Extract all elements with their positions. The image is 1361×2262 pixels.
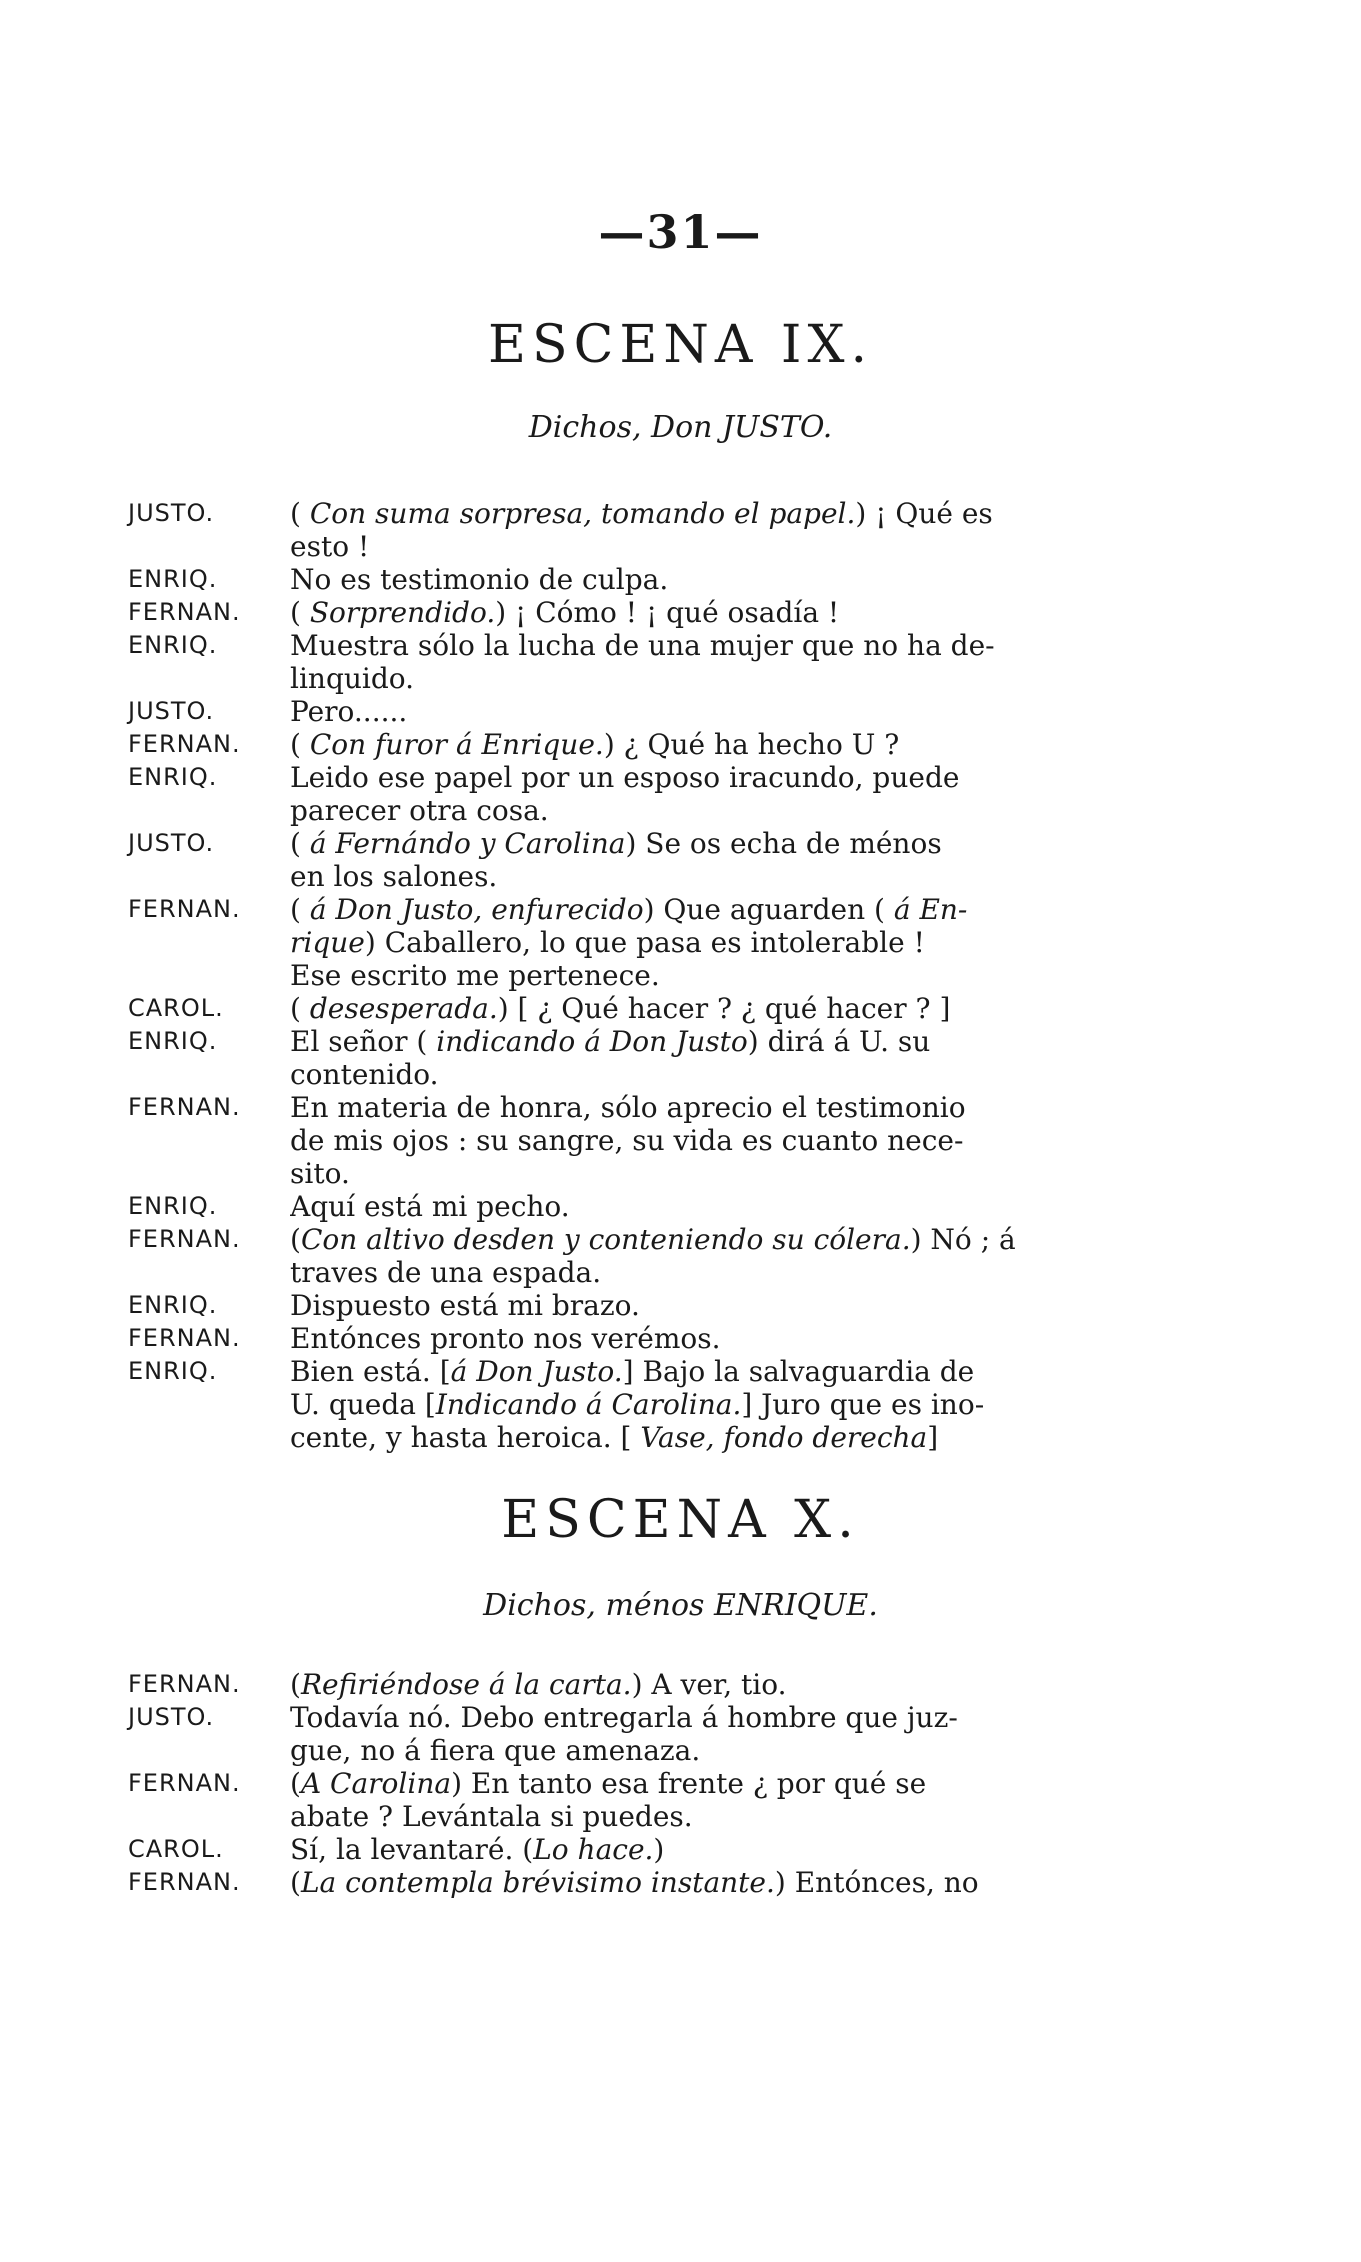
spoken-text: ) En tanto esa frente ¿ por qué se — [451, 1767, 927, 1800]
spoken-text: ( — [290, 596, 310, 629]
speaker-name: CAROL. — [128, 1835, 224, 1863]
dialogue-text — [290, 530, 1238, 563]
scene-9-title: ESCENA IX. — [488, 315, 873, 375]
dialogue-text — [290, 563, 1238, 596]
spoken-text: esto ! — [290, 530, 370, 563]
spoken-text: gue, no á fiera que amenaza. — [290, 1734, 701, 1767]
stage-direction: Indicando á Carolina. — [435, 1388, 742, 1421]
scene-9-dialogue — [128, 497, 1238, 1454]
stage-direction: Lo hace. — [533, 1833, 654, 1866]
spoken-text: ) ¡ Cómo ! ¡ qué osadía ! — [495, 596, 840, 629]
speaker-name — [128, 860, 290, 893]
speaker-name: FERNAN. — [128, 1868, 241, 1896]
speaker-name: FERNAN. — [128, 1769, 241, 1797]
stage-direction: Con furor á Enrique. — [309, 728, 604, 761]
spoken-text: Ese escrito me pertenece. — [290, 959, 660, 992]
spoken-text: cente, y hasta heroica. [ — [290, 1421, 641, 1454]
dialogue-line — [128, 530, 1238, 563]
speaker-name — [128, 1800, 290, 1833]
speaker-name: ENRIQ. — [128, 1291, 218, 1319]
spoken-text: En materia de honra, sólo aprecio el testimonio — [290, 1091, 966, 1124]
scene-10-dialogue — [128, 1668, 1238, 1899]
speaker-name: ENRIQ. — [128, 1357, 218, 1385]
spoken-text: Dispuesto está mi brazo. — [290, 1289, 640, 1322]
spoken-text: Sí, la levantaré. ( — [290, 1833, 534, 1866]
stage-direction: á Fernándo y Carolina — [309, 827, 626, 860]
stage-direction: rique — [290, 926, 365, 959]
speaker-name — [128, 926, 290, 959]
dialogue-line — [128, 959, 1238, 992]
dialogue-text — [290, 1256, 1238, 1289]
spoken-text: contenido. — [290, 1058, 439, 1091]
speaker-name — [128, 1124, 290, 1157]
speaker-name: ENRIQ. — [128, 763, 218, 791]
spoken-text: linquido. — [290, 662, 415, 695]
scene-9-subtitle: Dichos, Don JUSTO. — [528, 410, 833, 445]
speaker-name — [128, 959, 290, 992]
speaker-name — [128, 1734, 290, 1767]
stage-direction: A Carolina — [300, 1767, 452, 1800]
dialogue-text — [290, 1322, 1238, 1355]
dialogue-text — [290, 497, 1238, 530]
dialogue-line — [128, 1256, 1238, 1289]
spoken-text: Aquí está mi pecho. — [290, 1190, 570, 1223]
speaker-name — [128, 662, 290, 695]
spoken-text: ] Juro que es ino- — [741, 1388, 985, 1421]
dialogue-text — [290, 596, 1238, 629]
speaker-name: ENRIQ. — [128, 631, 218, 659]
dialogue-line — [128, 860, 1238, 893]
spoken-text: ] Bajo la salvaguardia de — [622, 1355, 975, 1388]
spoken-text: ) A ver, tio. — [631, 1668, 787, 1701]
spoken-text: ) [ ¿ Qué hacer ? ¿ qué hacer ? ] — [497, 992, 951, 1025]
speaker-name: FERNAN. — [128, 1093, 241, 1121]
dialogue-text — [290, 992, 1238, 1025]
spoken-text: Pero...... — [290, 695, 408, 728]
dialogue-line — [128, 1866, 1238, 1899]
dialogue-text — [290, 1833, 1238, 1866]
spoken-text: traves de una espada. — [290, 1256, 602, 1289]
spoken-text: ( — [290, 1668, 301, 1701]
speaker-name: FERNAN. — [128, 1324, 241, 1352]
spoken-text: U. queda [ — [290, 1388, 436, 1421]
speaker-name: JUSTO. — [128, 499, 215, 527]
dialogue-text — [290, 860, 1238, 893]
dialogue-line — [128, 1701, 1238, 1734]
page-number: —31— — [598, 205, 763, 259]
dialogue-line — [128, 1091, 1238, 1124]
spoken-text: Leido ese papel por un esposo iracundo, puede — [290, 761, 960, 794]
stage-direction: Con suma sorpresa, tomando el papel. — [309, 497, 856, 530]
dialogue-text — [290, 1190, 1238, 1223]
dialogue-line — [128, 926, 1238, 959]
speaker-name — [128, 1256, 290, 1289]
speaker-name — [128, 530, 290, 563]
dialogue-line — [128, 1289, 1238, 1322]
dialogue-text — [290, 1668, 1238, 1701]
dialogue-line — [128, 1421, 1238, 1454]
dialogue-text — [290, 926, 1238, 959]
dialogue-line — [128, 1800, 1238, 1833]
speaker-name: JUSTO. — [128, 829, 215, 857]
dialogue-line — [128, 1355, 1238, 1388]
spoken-text: El señor ( — [290, 1025, 437, 1058]
dialogue-text — [290, 1355, 1238, 1388]
dialogue-text — [290, 629, 1238, 662]
speaker-name: ENRIQ. — [128, 1192, 218, 1220]
stage-direction: á En- — [893, 893, 968, 926]
dialogue-line — [128, 497, 1238, 530]
dialogue-text — [290, 728, 1238, 761]
spoken-text: ( — [290, 497, 310, 530]
dialogue-line — [128, 629, 1238, 662]
speaker-name: CAROL. — [128, 994, 224, 1022]
spoken-text: ( — [290, 1866, 301, 1899]
dialogue-line — [128, 596, 1238, 629]
speaker-name: FERNAN. — [128, 1670, 241, 1698]
spoken-text: ( — [290, 728, 310, 761]
dialogue-text — [290, 1767, 1238, 1800]
dialogue-line — [128, 761, 1238, 794]
speaker-name: FERNAN. — [128, 895, 241, 923]
dialogue-line — [128, 1322, 1238, 1355]
dialogue-line — [128, 1058, 1238, 1091]
dialogue-text — [290, 695, 1238, 728]
dialogue-text — [290, 827, 1238, 860]
stage-direction: á Don Justo, enfurecido — [309, 893, 644, 926]
dialogue-line — [128, 1767, 1238, 1800]
spoken-text: Todavía nó. Debo entregarla á hombre que juz- — [290, 1701, 958, 1734]
spoken-text: ) Entónces, no — [774, 1866, 979, 1899]
spoken-text: ( — [290, 1767, 301, 1800]
spoken-text: ) Nó ; á — [910, 1223, 1016, 1256]
dialogue-text — [290, 761, 1238, 794]
speaker-name — [128, 794, 290, 827]
speaker-name — [128, 1421, 290, 1454]
spoken-text: ) Que aguarden ( — [643, 893, 894, 926]
speaker-name — [128, 1388, 290, 1421]
spoken-text: de mis ojos : su sangre, su vida es cuanto nece- — [290, 1124, 964, 1157]
speaker-name: ENRIQ. — [128, 1027, 218, 1055]
speaker-name — [128, 1058, 290, 1091]
speaker-name — [128, 1157, 290, 1190]
spoken-text: abate ? Levántala si puedes. — [290, 1800, 693, 1833]
dialogue-text — [290, 1866, 1238, 1899]
dialogue-text — [290, 1058, 1238, 1091]
stage-direction: Vase, fondo derecha — [640, 1421, 928, 1454]
speaker-name: JUSTO. — [128, 697, 215, 725]
dialogue-text — [290, 1734, 1238, 1767]
stage-direction: La contempla brévisimo instante. — [300, 1866, 775, 1899]
stage-direction: indicando á Don Justo — [436, 1025, 748, 1058]
dialogue-line — [128, 662, 1238, 695]
spoken-text: ) ¡ Qué es — [855, 497, 993, 530]
spoken-text: ] — [927, 1421, 939, 1454]
dialogue-text — [290, 959, 1238, 992]
dialogue-line — [128, 728, 1238, 761]
dialogue-text — [290, 1800, 1238, 1833]
dialogue-text — [290, 1421, 1238, 1454]
spoken-text: ) Se os echa de ménos — [625, 827, 942, 860]
speaker-name: FERNAN. — [128, 1225, 241, 1253]
spoken-text: sito. — [290, 1157, 350, 1190]
dialogue-line — [128, 1833, 1238, 1866]
spoken-text: No es testimonio de culpa. — [290, 563, 669, 596]
dialogue-text — [290, 1124, 1238, 1157]
dialogue-line — [128, 794, 1238, 827]
speaker-name: FERNAN. — [128, 598, 241, 626]
dialogue-line — [128, 1025, 1238, 1058]
dialogue-line — [128, 992, 1238, 1025]
dialogue-text — [290, 1388, 1238, 1421]
spoken-text: en los salones. — [290, 860, 498, 893]
spoken-text: Muestra sólo la lucha de una mujer que no ha de- — [290, 629, 995, 662]
spoken-text: ( — [290, 1223, 301, 1256]
dialogue-text — [290, 893, 1238, 926]
stage-direction: á Don Justo. — [450, 1355, 623, 1388]
dialogue-text — [290, 1091, 1238, 1124]
spoken-text: parecer otra cosa. — [290, 794, 549, 827]
dialogue-line — [128, 1734, 1238, 1767]
spoken-text: ( — [290, 992, 310, 1025]
dialogue-text — [290, 1289, 1238, 1322]
spoken-text: ) dirá á U. su — [747, 1025, 931, 1058]
dialogue-line — [128, 827, 1238, 860]
scene-10-title: ESCENA X. — [501, 1490, 860, 1550]
dialogue-line — [128, 1223, 1238, 1256]
dialogue-line — [128, 1157, 1238, 1190]
spoken-text: Entónces pronto nos verémos. — [290, 1322, 721, 1355]
spoken-text: ) Caballero, lo que pasa es intolerable ! — [364, 926, 925, 959]
dialogue-text — [290, 1025, 1238, 1058]
spoken-text: ( — [290, 893, 310, 926]
dialogue-text — [290, 794, 1238, 827]
stage-direction: Refiriéndose á la carta. — [300, 1668, 632, 1701]
dialogue-line — [128, 1388, 1238, 1421]
dialogue-line — [128, 1190, 1238, 1223]
speaker-name: JUSTO. — [128, 1703, 215, 1731]
spoken-text: ( — [290, 827, 310, 860]
stage-direction: desesperada. — [309, 992, 498, 1025]
dialogue-text — [290, 1157, 1238, 1190]
dialogue-text — [290, 662, 1238, 695]
stage-direction: Con altivo desden y conteniendo su cólera. — [300, 1223, 911, 1256]
spoken-text: Bien está. [ — [290, 1355, 451, 1388]
spoken-text: ) ¿ Qué ha hecho U ? — [603, 728, 900, 761]
stage-direction: Sorprendido. — [309, 596, 496, 629]
dialogue-line — [128, 695, 1238, 728]
spoken-text: ) — [653, 1833, 665, 1866]
speaker-name: FERNAN. — [128, 730, 241, 758]
dialogue-text — [290, 1701, 1238, 1734]
dialogue-line — [128, 1124, 1238, 1157]
dialogue-text — [290, 1223, 1238, 1256]
dialogue-line — [128, 563, 1238, 596]
dialogue-line — [128, 893, 1238, 926]
speaker-name: ENRIQ. — [128, 565, 218, 593]
scene-10-subtitle: Dichos, ménos ENRIQUE. — [483, 1588, 878, 1623]
dialogue-line — [128, 1668, 1238, 1701]
